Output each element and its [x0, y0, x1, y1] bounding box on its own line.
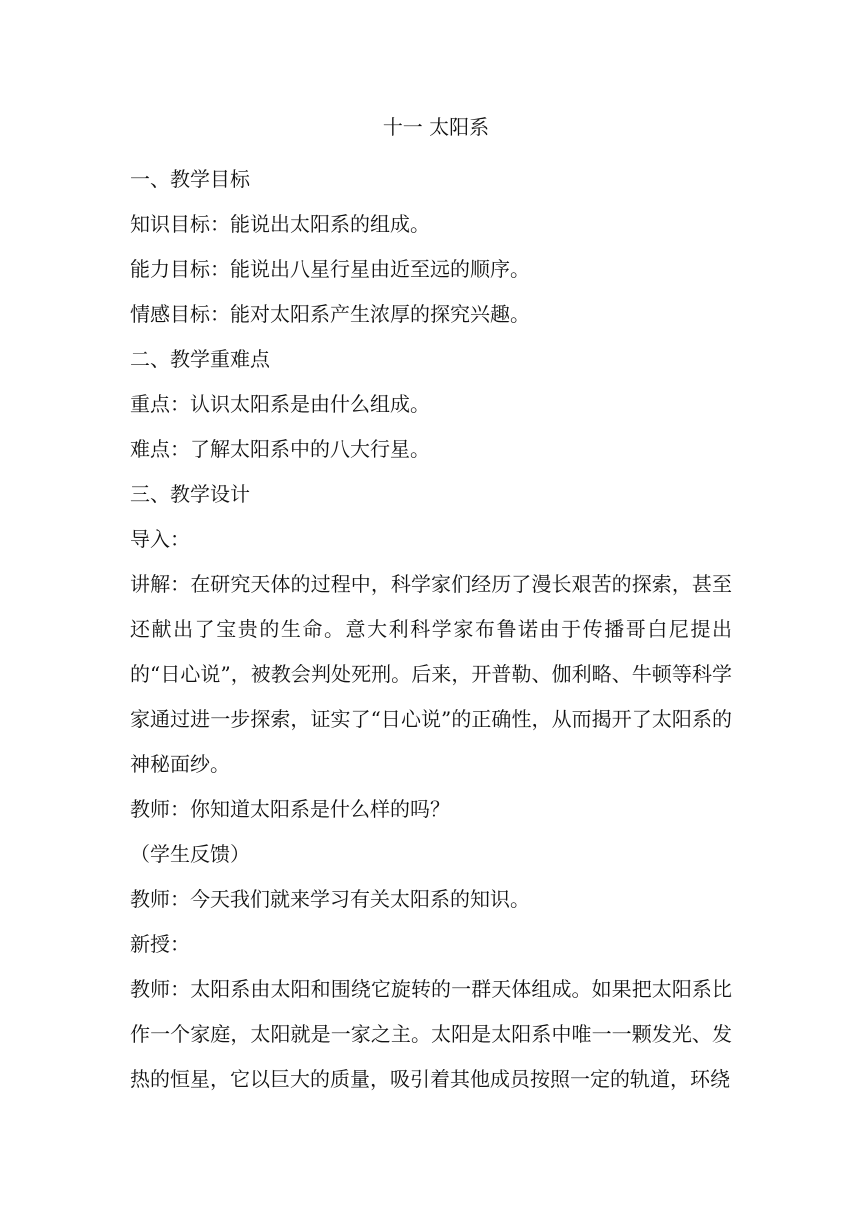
teacher-intro-statement: 教师：今天我们就来学习有关太阳系的知识。 — [130, 887, 530, 911]
heading-teaching-design: 三、教学设计 — [130, 482, 250, 506]
heading-teaching-goals: 一、教学目标 — [130, 167, 250, 191]
new-lesson-label: 新授： — [130, 932, 190, 956]
explanation-paragraph: 讲解：在研究天体的过程中，科学家们经历了漫长艰苦的探索，甚至还献出了宝贵的生命。意大利科学家布鲁诺由于传播哥白尼提出的“日心说”，被教会判处死刑。后来，开普勒、伽利略、牛顿等科学家通过进一步探索，证实了“日心说”的正确性，从而揭开了太阳系的神秘面纱。 — [130, 572, 732, 776]
difficult-point: 难点：了解太阳系中的八大行星。 — [130, 437, 430, 461]
knowledge-goal: 知识目标：能说出太阳系的组成。 — [130, 212, 430, 236]
ability-goal: 能力目标：能说出八星行星由近至远的顺序。 — [130, 257, 530, 281]
key-point: 重点：认识太阳系是由什么组成。 — [130, 392, 430, 416]
teacher-solar-system-paragraph: 教师：太阳系由太阳和围绕它旋转的一群天体组成。如果把太阳系比作一个家庭，太阳就是一家之主。太阳是太阳系中唯一一颗发光、发热的恒星，它以巨大的质量，吸引着其他成员按照一定的轨道，环绕 — [130, 977, 732, 1091]
student-feedback: （学生反馈） — [130, 842, 250, 866]
teacher-question: 教师：你知道太阳系是什么样的吗？ — [130, 797, 450, 821]
intro-label: 导入： — [130, 527, 190, 551]
emotion-goal: 情感目标：能对太阳系产生浓厚的探究兴趣。 — [130, 302, 530, 326]
page-title: 十一 太阳系 — [382, 115, 490, 139]
heading-key-difficult-points: 二、教学重难点 — [130, 347, 270, 371]
